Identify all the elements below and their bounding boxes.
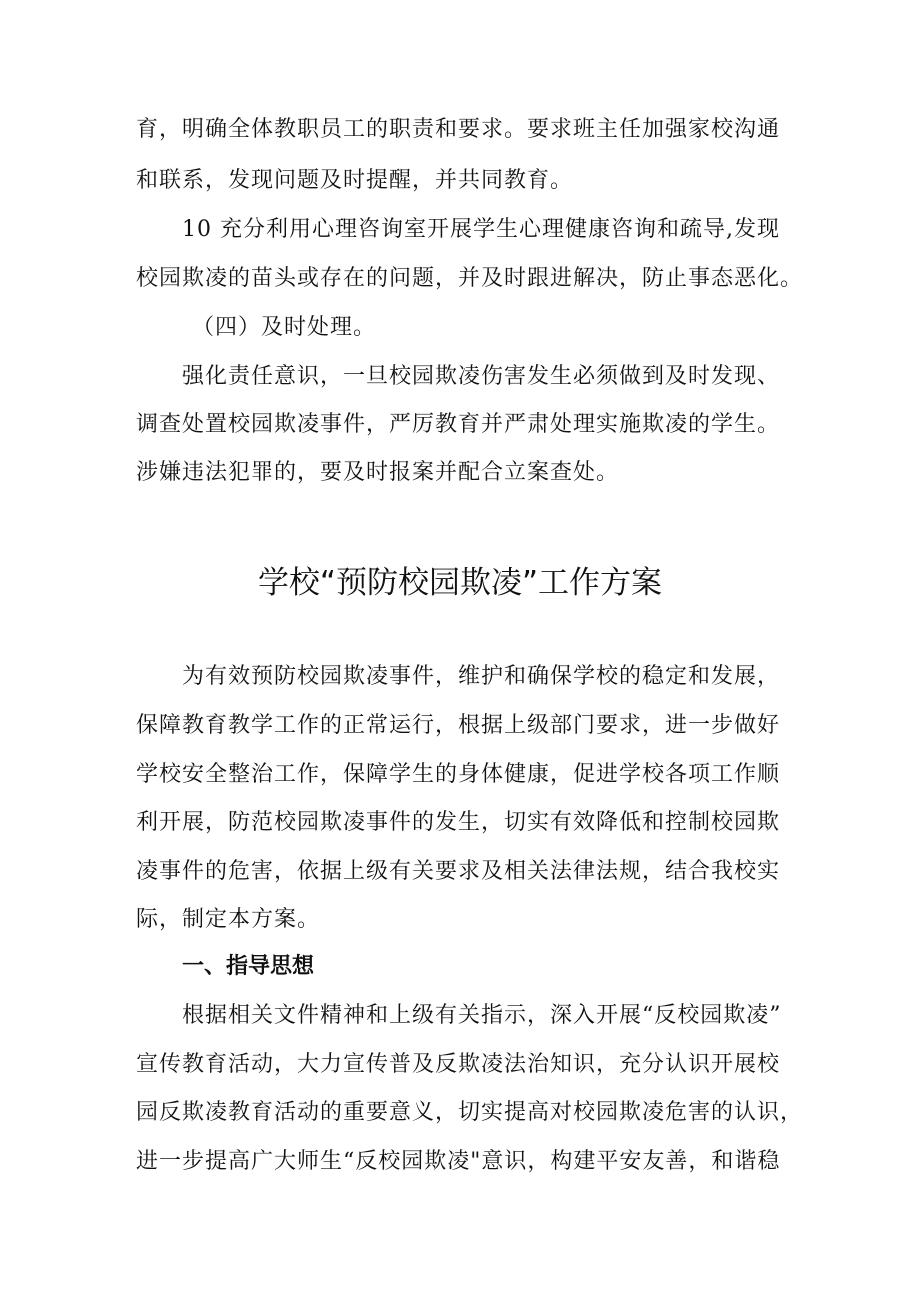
section-heading: 一、指导思想 <box>182 954 315 979</box>
paragraph-line: 强化责任意识，一旦校园欺凌伤害发生必须做到及时发现、 <box>182 364 781 389</box>
paragraph-line: 育，明确全体教职员工的职责和要求。要求班主任加强家校沟通 <box>136 117 781 142</box>
paragraph-line: 保障教育教学工作的正常运行，根据上级部门要求，进一步做好 <box>136 713 781 738</box>
paragraph-line: 和联系，发现问题及时提醒，并共同教育。 <box>136 168 574 193</box>
paragraph-line: 10 充分利用心理咨询室开展学生心理健康咨询和疏导,发现 <box>182 217 780 242</box>
paragraph-line: 宣传教育活动，大力宣传普及反欺凌法治知识，充分认识开展校 <box>136 1052 781 1077</box>
paragraph-line: 调查处置校园欺凌事件，严厉教育并严肃处理实施欺凌的学生。 <box>136 412 781 437</box>
paragraph-line: 为有效预防校园欺凌事件，维护和确保学校的稳定和发展， <box>182 664 781 689</box>
paragraph-line: 进一步提高广大师生“反校园欺凌"意识，构建平安友善，和谐稳 <box>136 1149 781 1174</box>
paragraph-line: 际，制定本方案。 <box>136 907 321 932</box>
paragraph-line: 利开展，防范校园欺凌事件的发生，切实有效降低和控制校园欺 <box>136 810 781 835</box>
paragraph-line: 涉嫌违法犯罪的，要及时报案并配合立案查处。 <box>136 460 620 485</box>
document-title: 学校“预防校园欺凌”工作方案 <box>257 565 663 601</box>
paragraph-line: 校园欺凌的苗头或存在的问题，并及时跟进解决，防止事态恶化。 <box>136 266 804 291</box>
paragraph-line: 根据相关文件精神和上级有关指示，深入开展“反校园欺凌” <box>182 1003 782 1028</box>
subsection-heading: （四）及时处理。 <box>192 315 377 340</box>
paragraph-line: 学校安全整治工作，保障学生的身体健康，促进学校各项工作顺 <box>136 762 781 787</box>
paragraph-line: 凌事件的危害，依据上级有关要求及相关法律法规，结合我校实 <box>136 859 781 884</box>
paragraph-line: 园反欺凌教育活动的重要意义，切实提高对校园欺凌危害的认识， <box>136 1100 804 1125</box>
